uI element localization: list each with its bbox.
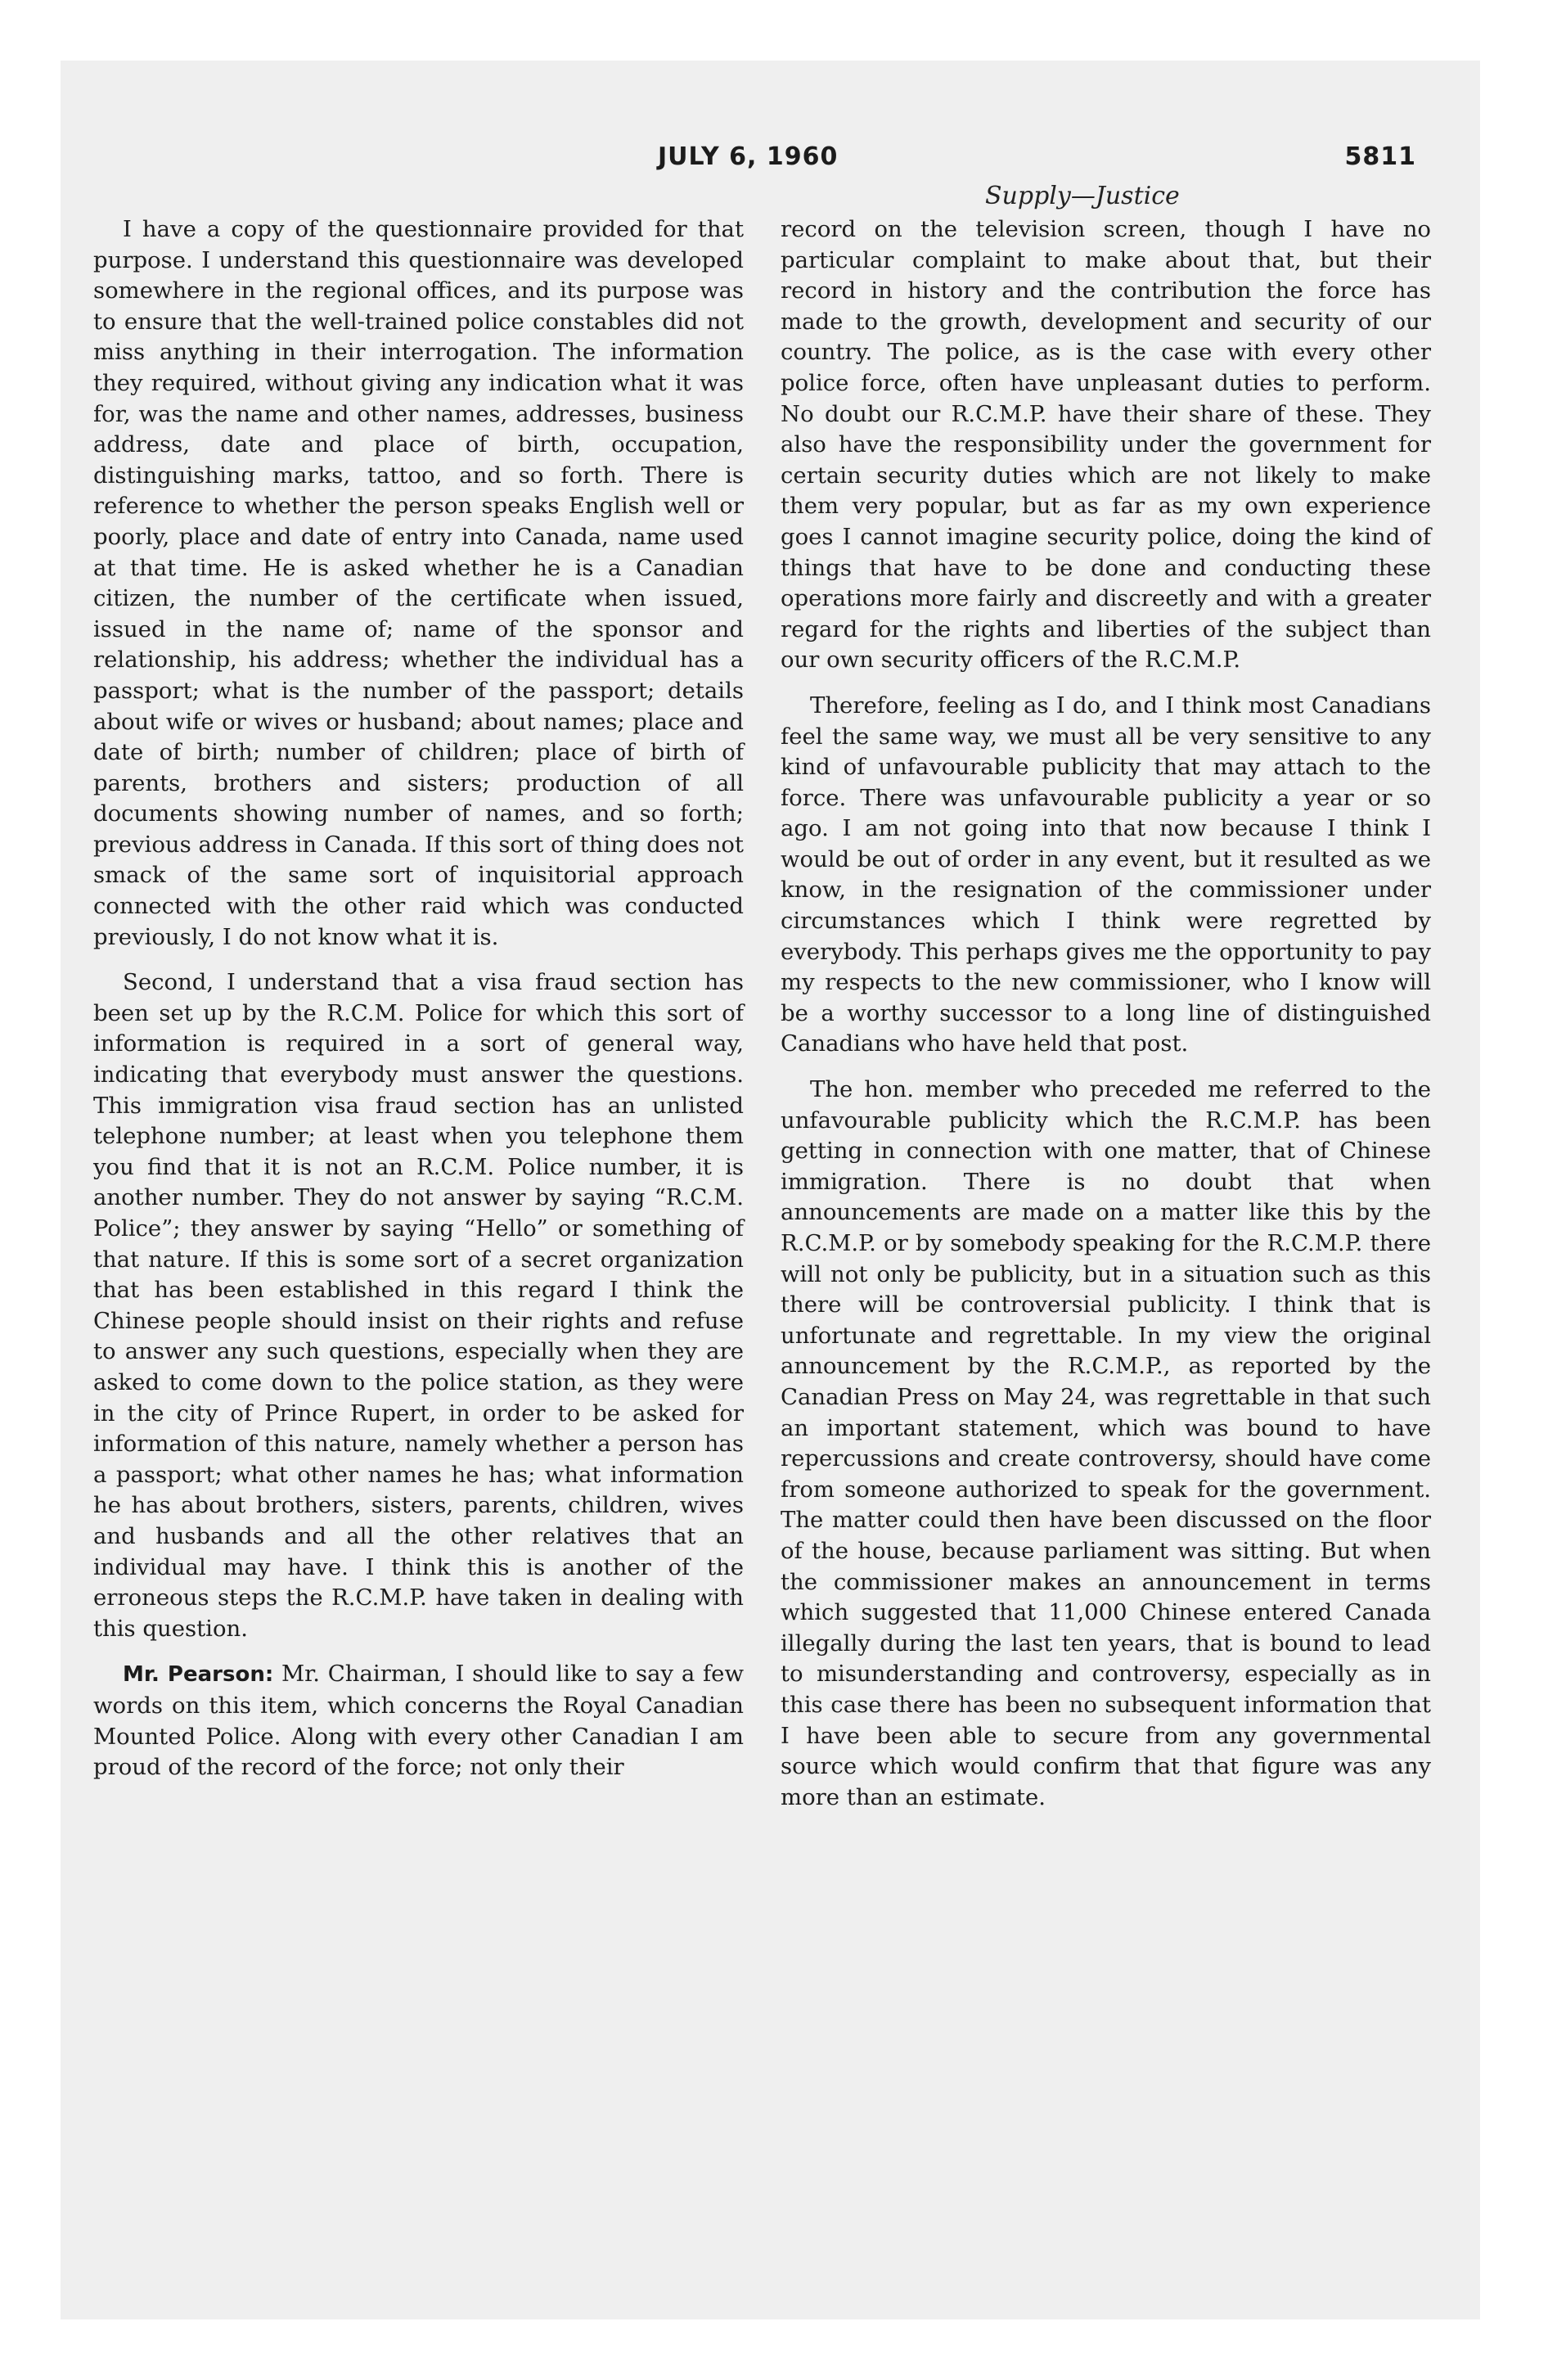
page-number: 5811 <box>1344 142 1416 171</box>
right-column <box>781 214 1431 1828</box>
speaker-name: Mr. Pearson: <box>123 1662 274 1688</box>
paragraph: The hon. member who preceded me referred to the unfavourable publicity which the R.C.M.P. has been getting in connection with one matter, that of Chinese immigration. There is no doubt that when announcements are made on a matter like this by the R.C.M.P. or by somebody speaking for the R.C.M.P. there will not only be publicity, but in a situation such as this there will be controversial publicity. I think that is unfortunate and regrettable. In my view the original announcement by the R.C.M.P., as reported by the Canadian Press on May 24, was regrettable in that such an important statement, which was bound to have repercussions and create controversy, should have come from someone authorized to speak for the government. The matter could then have been discussed on the floor of the house, because parliament was sitting. But when the commissioner makes an announcement in terms which suggested that 11,000 Chinese entered Canada illegally during the last ten years, that is bound to lead to misunderstanding and controversy, especially as in this case there has been no subsequent information that I have been able to secure from any governmental source which would confirm that that figure was any more than an estimate. <box>781 1076 1431 1810</box>
page-header <box>61 142 1480 183</box>
left-column <box>93 214 744 1798</box>
paragraph: record on the television screen, though I have no particular complaint to make about that, but their record in history and the contribution the force has made to the growth, development and security of our country. The police, as is the case with every other police force, often have unpleasant duties to perform. No doubt our R.C.M.P. have their share of these. They also have the responsibility under the government for certain security duties which are not likely to make them very popular, but as far as my own experience goes I cannot imagine security police, doing the kind of things that have to be done and conducting these operations more fairly and discreetly and with a greater regard for the rights and liberties of the subject than our own security officers of the R.C.M.P. <box>781 216 1431 674</box>
header-date: JULY 6, 1960 <box>658 142 839 171</box>
paragraph: Second, I understand that a visa fraud section has been set up by the R.C.M. Police for which this sort of information is required in a sort of general way, indicating that everybody must answer the questions. This immigration visa fraud section has an unlisted telephone number; at least when you telephone them you find that it is not an R.C.M. Police number, it is another number. They do not answer by saying “R.C.M. Police”; they answer by saying “Hello” or something of that nature. If this is some sort of a secret organization that has been established in this regard I think the Chinese people should insist on their rights and refuse to answer any such questions, especially when they are asked to come down to the police station, as they were in the city of Prince Rupert, in order to be asked for information of this nature, namely whether a person has a passport; what other names he has; what information he has about brothers, sisters, parents, children, wives and husbands and all the other relatives that an individual may have. I think this is another of the erroneous steps the R.C.M.P. have taken in dealing with this question. <box>93 969 744 1642</box>
paragraph <box>93 1659 744 1783</box>
paragraph: Therefore, feeling as I do, and I think most Canadians feel the same way, we must all be very sensitive to any kind of unfavourable publicity that may attach to the force. There was unfavourable publicity a year or so ago. I am not going into that now because I think I would be out of order in any event, but it resulted as we know, in the resignation of the commissioner under circumstances which I think were regretted by everybody. This perhaps gives me the opportunity to pay my respects to the new commissioner, who I know will be a worthy successor to a long line of distinguished Canadians who have held that post. <box>781 692 1431 1057</box>
paragraph: I have a copy of the questionnaire provided for that purpose. I understand this questionnaire was developed somewhere in the regional offices, and its purpose was to ensure that the well-trained police constables did not miss anything in their interrogation. The information they required, without giving any indication what it was for, was the name and other names, addresses, business address, date and place of birth, occupation, distinguishing marks, tattoo, and so forth. There is reference to whether the person speaks English well or poorly, place and date of entry into Canada, name used at that time. He is asked whether he is a Canadian citizen, the number of the certificate when issued, issued in the name of; name of the sponsor and relationship, his address; whether the individual has a passport; what is the number of the passport; details about wife or wives or husband; about names; place and date of birth; number of children; place of birth of parents, brothers and sisters; production of all documents showing number of names, and so forth; previous address in Canada. If this sort of thing does not smack of the same sort of inquisitorial approach connected with the other raid which was conducted previously, I do not know what it is. <box>93 216 744 950</box>
speech-text: Mr. Chairman, I should like to say a few words on this item, which concerns the Royal Canadian Mounted Police. Along with every other Canadian I am proud of the record of the force; not only their <box>93 1661 744 1781</box>
scanned-page <box>61 61 1480 2319</box>
section-title: Supply—Justice <box>985 182 1180 210</box>
